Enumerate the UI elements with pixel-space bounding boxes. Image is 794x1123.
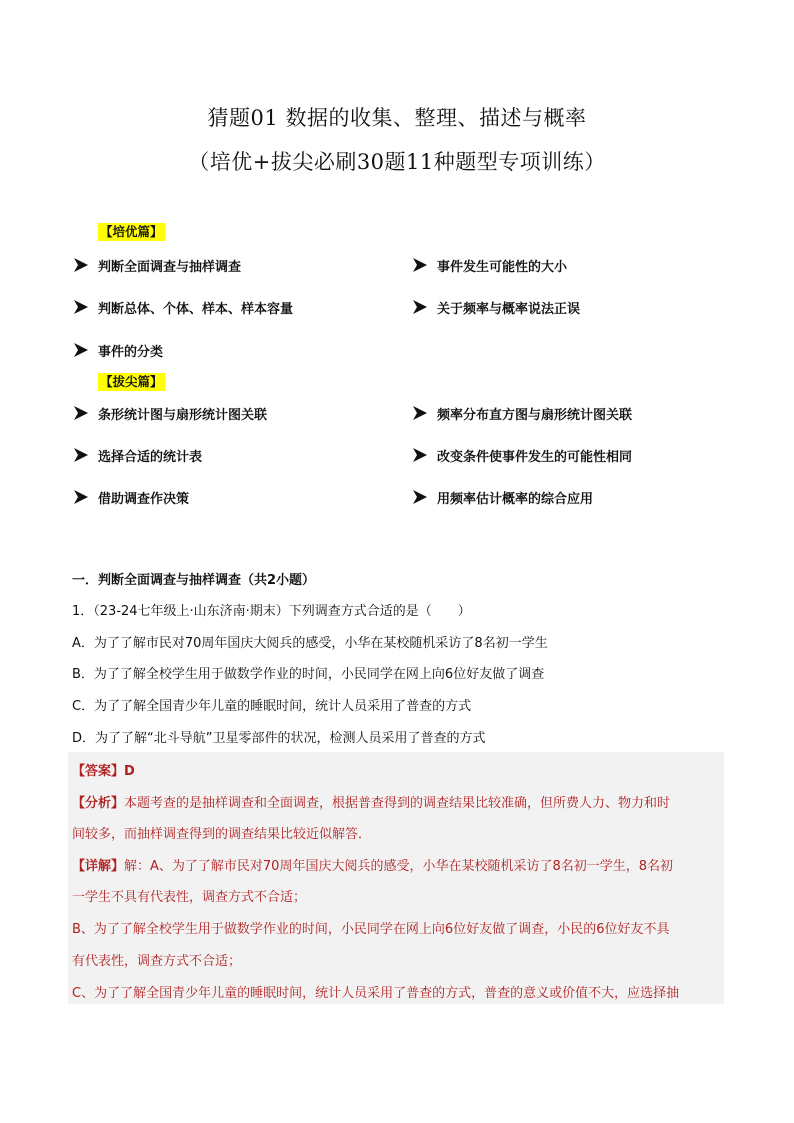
answer-label: 【答案】 — [72, 764, 125, 779]
topic-item — [411, 255, 567, 275]
topic-item — [72, 487, 189, 507]
arrow-bullet-icon — [72, 404, 90, 422]
topic-item — [72, 255, 241, 275]
section-tag-bajian: 【拔尖篇】 — [100, 374, 163, 389]
arrow-bullet-icon — [411, 404, 429, 422]
topic-label: 用频率估计概率的综合应用 — [437, 491, 594, 507]
question-stem: 1．（23-24七年级上·山东济南·期末）下列调查方式合适的是（ ） — [72, 604, 471, 619]
page-subtitle: （培优+拔尖必刷30题11种题型专项训练） — [188, 150, 606, 174]
topic-label: 判断总体、个体、样本、样本容量 — [98, 301, 294, 317]
option-d: D．为了了解“北斗导航”卫星零部件的状况，检测人员采用了普查的方式 — [72, 731, 486, 746]
answer-line — [72, 760, 135, 779]
topic-label: 关于频率与概率说法正误 — [437, 301, 581, 317]
topic-item — [72, 445, 202, 465]
arrow-bullet-icon — [72, 256, 90, 274]
topic-label: 判断全面调查与抽样调查 — [98, 259, 242, 275]
option-b: B．为了了解全校学生用于做数学作业的时间，小民同学在网上向6位好友做了调查 — [72, 667, 545, 682]
detail-text-cont: 有代表性，调查方式不合适； — [72, 954, 242, 969]
arrow-bullet-icon — [72, 488, 90, 506]
topic-label: 频率分布直方图与扇形统计图关联 — [437, 407, 633, 423]
topic-item — [72, 403, 267, 423]
detail-text: 解：A、为了了解市民对70周年国庆大阅兵的感受，小华在某校随机采访了8名初一学生，8名初 — [124, 859, 673, 874]
topic-item — [411, 403, 632, 423]
arrow-bullet-icon — [411, 446, 429, 464]
page-title: 猜题01 数据的收集、整理、描述与概率 — [207, 106, 587, 130]
topic-item — [411, 487, 593, 507]
topic-item — [72, 297, 293, 317]
topic-item — [72, 340, 163, 360]
arrow-bullet-icon — [411, 256, 429, 274]
arrow-bullet-icon — [72, 341, 90, 359]
detail-text-cont: B、为了了解全校学生用于做数学作业的时间，小民同学在网上向6位好友做了调查，小民的6位好友不具 — [72, 922, 670, 937]
detail-label: 【详解】 — [72, 859, 125, 874]
topic-item — [411, 445, 632, 465]
topic-label: 事件发生可能性的大小 — [437, 259, 568, 275]
analysis-text-cont: 间较多，而抽样调查得到的调查结果比较近似解答． — [72, 827, 372, 842]
detail-text-cont: C、为了了解全国青少年儿童的睡眠时间，统计人员采用了普查的方式，普查的意义或价值不大，应选择抽 — [72, 986, 680, 1001]
option-a: A．为了了解市民对70周年国庆大阅兵的感受，小华在某校随机采访了8名初一学生 — [72, 636, 548, 651]
question-heading: 一．判断全面调查与抽样调查（共2小题） — [72, 573, 316, 588]
topic-label: 事件的分类 — [98, 344, 164, 360]
arrow-bullet-icon — [411, 488, 429, 506]
analysis-line — [72, 792, 670, 811]
section-tag-peiyou: 【培优篇】 — [100, 224, 163, 239]
detail-text-cont: 一学生不具有代表性，调查方式不合适； — [72, 890, 307, 905]
topic-label: 借助调查作决策 — [98, 491, 190, 507]
analysis-label: 【分析】 — [72, 796, 125, 811]
topic-item — [411, 297, 580, 317]
analysis-text: 本题考查的是抽样调查和全面调查，根据普查得到的调查结果比较准确，但所费人力、物力和时 — [124, 796, 671, 811]
topic-label: 条形统计图与扇形统计图关联 — [98, 407, 268, 423]
option-c: C．为了了解全国青少年儿童的睡眠时间，统计人员采用了普查的方式 — [72, 699, 472, 714]
arrow-bullet-icon — [72, 298, 90, 316]
answer-value: D — [124, 764, 135, 779]
arrow-bullet-icon — [72, 446, 90, 464]
topic-label: 选择合适的统计表 — [98, 449, 203, 465]
detail-line — [72, 855, 673, 874]
arrow-bullet-icon — [411, 298, 429, 316]
topic-label: 改变条件使事件发生的可能性相同 — [437, 449, 633, 465]
